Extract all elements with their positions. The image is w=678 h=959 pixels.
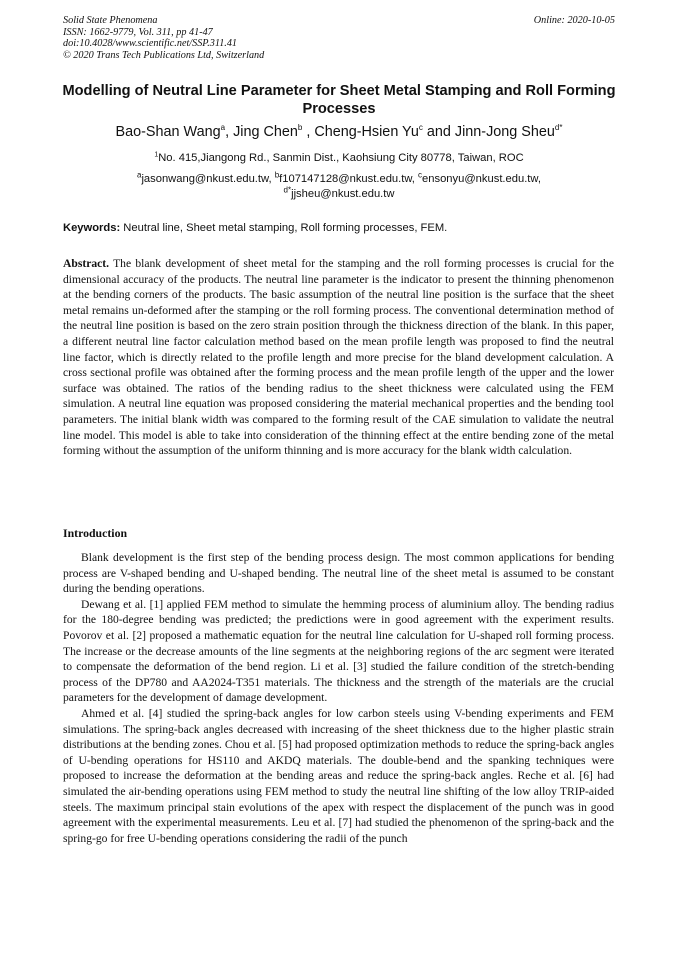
doi-line[interactable]: doi:10.4028/www.scientific.net/SSP.311.41: [63, 38, 238, 50]
author-affiliation-mark: d*: [554, 123, 563, 133]
email-link[interactable]: jjsheu@nkust.edu.tw: [291, 188, 395, 200]
author-name: Cheng-Hsien Yu: [314, 124, 419, 140]
email-mark: a: [136, 170, 142, 180]
email-mark: c: [418, 170, 423, 180]
author-name: Jing Chen: [233, 124, 298, 140]
affiliation: [40, 151, 638, 165]
affiliation-text: No. 415,Jiangong Rd., Sanmin Dist., Kaohsiung City 80778, Taiwan, ROC: [158, 152, 524, 164]
online-date: Online: 2020-10-05: [533, 15, 615, 26]
author-affiliation-mark: c: [418, 123, 423, 133]
affiliation-mark: 1: [154, 151, 159, 159]
email-line-1: [40, 172, 638, 187]
email-link[interactable]: ensonyu@nkust.edu.tw,: [422, 173, 541, 185]
section-heading-introduction: Introduction: [63, 526, 128, 540]
keywords-label: Keywords:: [63, 222, 121, 234]
author-affiliation-mark: b: [297, 123, 303, 133]
body-paragraph: Dewang et al. [1] applied FEM method to simulate the hemming process of aluminium alloy. The bending radius for the 180-degree bending was predicted; the predictions were in good agreement with the experiment results. Povorov et al. [2] proposed a mathematic equation for the neutral line calculation for U-shaped roll forming process. The increase or the decrease amounts of the line segments at the neighboring regions of the arc segment were iterated to compensate the deformation of the bend region. Li et al. [3] studied the failure condition of the stretch-bending process of the DP780 and AA2024-T351 materials. The thickness and the strength of the materials are the crucial parameters for the development of damage development.: [63, 597, 614, 705]
abstract-label: Abstract.: [63, 257, 110, 270]
introduction-body: [63, 550, 614, 846]
journal-name: Solid State Phenomena: [63, 15, 158, 26]
email-mark: b: [274, 170, 280, 180]
author-name: Bao-Shan Wang: [115, 124, 221, 140]
issn-line: ISSN: 1662-9779, Vol. 311, pp 41-47: [63, 26, 213, 38]
author-separator: ,: [225, 124, 234, 140]
author-separator: and: [422, 124, 455, 140]
email-link[interactable]: jasonwang@nkust.edu.tw,: [141, 173, 275, 185]
journal-header: [63, 15, 443, 61]
author-separator: ,: [302, 124, 315, 140]
keywords-text: Neutral line, Sheet metal stamping, Roll forming processes, FEM.: [120, 222, 448, 234]
body-paragraph: Ahmed et al. [4] studied the spring-back angles for low carbon steels using V-bending experiments and FEM simulations. The spring-back angles decreased with increasing of the sheet thickness due to the higher plastic strain distributions at the bending zones. Chou et al. [5] had proposed optimization methods to reduce the spring-back angles of U-bending operations for HS110 and AKDQ materials. The double-bend and the spanking techniques were proposed to increase the deformation at the bending areas and reduce the spring-back angles. Reche et al. [6] had simulated the air-bending operations using FEM method to study the neutral line shifting of the low alloy TRIP-aided steels. The maximum principal stain evolutions of the apex with respect the displacement of the punch was in good agreement with the experimental measurements. Leu et al. [7] had studied the phenomenon of the spring-back and the spring-go for free U-bending operations considering the radii of the punch: [63, 706, 614, 845]
copyright-line: © 2020 Trans Tech Publications Ltd, Switzerland: [63, 49, 265, 61]
email-line-2: [40, 187, 638, 202]
author-name: Jinn-Jong Sheu: [454, 124, 555, 140]
author-affiliation-mark: a: [220, 123, 226, 133]
abstract: [63, 256, 614, 459]
author-list: [40, 123, 638, 141]
email-mark: d*: [283, 185, 292, 195]
email-link[interactable]: f107147128@nkust.edu.tw,: [279, 173, 419, 185]
abstract-text: The blank development of sheet metal for the stamping and the roll forming processes is crucial for the dimensional accuracy of the products. The neutral line parameter is the indicator to present the thinning phenomenon at the bending corners of the products. The basic assumption of the neutral line position is the surface that the sheet metal remains un-deformed after the stamping or the roll forming process. The conventional determination method of the neutral line position is based on the zero strain position through the thickness direction of the blank. In this paper, a different neutral line factor calculation method based on the mean profile length was proposed to find the neutral line factor, which is directly related to the profile length and more precise for the bland development calculation. A cross sectional profile was obtained after the forming process and the mean profile length of the upper and the lower surface was obtained. The ratios of the bending radius to the sheet thickness were calculated using the FEM simulation. A neutral line equation was proposed considering the material mechanical properties and the bending tool parameters. The initial blank width was compared to the forming result of the CAE simulation to validate the neutral line model. This model is able to take into consideration of the thinning effect at the entire bending zone of the metal forming without the assumption of the uniform thinning and is more accuracy for the blank width calculation.: [63, 257, 614, 458]
keywords: [63, 221, 616, 235]
author-emails: [40, 172, 638, 202]
paper-title: Modelling of Neutral Line Parameter for Sheet Metal Stamping and Roll Forming Processes: [62, 83, 616, 117]
body-paragraph: Blank development is the first step of the bending process design. The most common applications for bending process are V-shaped bending and U-shaped bending. The neutral line of the sheet metal is assumed to be constant during the bending operations.: [63, 551, 614, 596]
